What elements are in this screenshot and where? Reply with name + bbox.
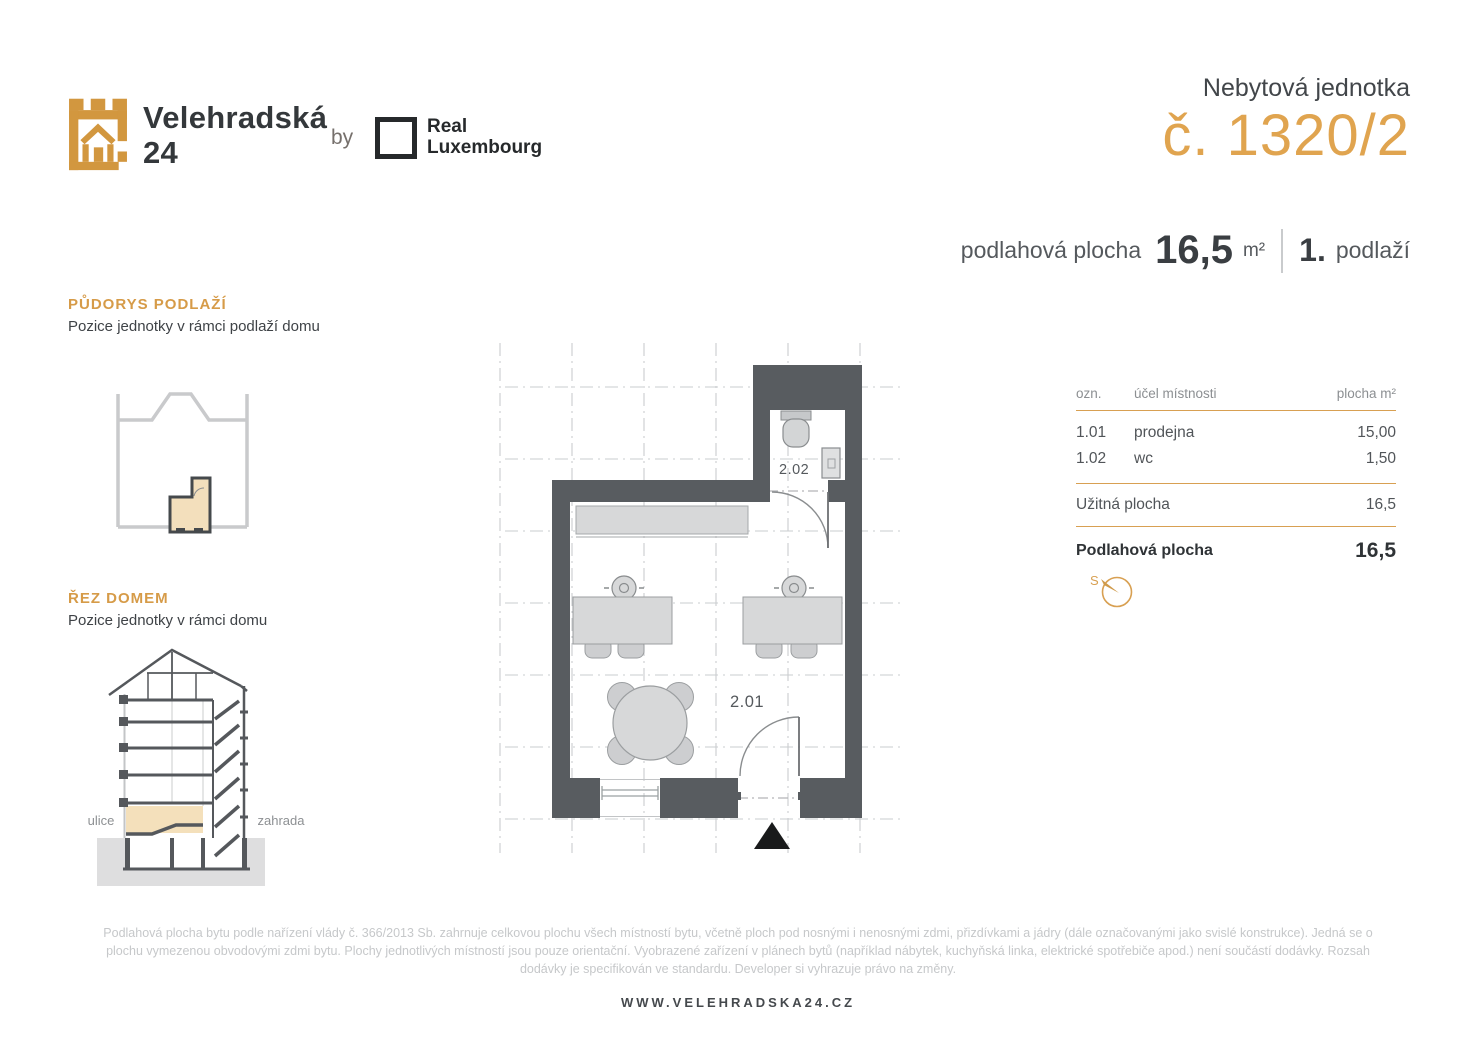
round-table <box>608 683 694 765</box>
thumbnail-door-mark <box>176 528 185 533</box>
staircase <box>215 701 239 856</box>
water-heater-icon <box>822 448 840 478</box>
total-area-row <box>1076 527 1396 563</box>
street-label: ulice <box>87 813 115 828</box>
brand-name-line2: 24 <box>143 135 179 170</box>
usable-area-row <box>1076 484 1396 526</box>
table-row <box>1076 450 1396 468</box>
row-id: 1.02 <box>1076 450 1107 467</box>
rooms-table <box>1076 386 1396 563</box>
table-row <box>1076 424 1396 442</box>
section-section-title: ŘEZ DOMEM <box>68 590 169 607</box>
unit-floor-plan <box>495 335 915 860</box>
divider-gold <box>1076 410 1396 411</box>
unit-type-label: Nebytová jednotka <box>1202 74 1410 102</box>
header-ozn: ozn. <box>1076 386 1102 401</box>
walls <box>552 365 862 818</box>
area-label: podlahová plocha <box>960 237 1142 263</box>
partner-name <box>427 116 542 158</box>
row-area: 1,50 <box>1365 450 1396 467</box>
total-area-label: Podlahová plocha <box>1076 542 1213 559</box>
window <box>600 780 660 817</box>
row-name: wc <box>1134 450 1153 467</box>
area-unit: m² <box>1242 239 1266 261</box>
website-url: WWW.VELEHRADSKA24.CZ <box>620 995 856 1010</box>
area-summary <box>961 228 1410 273</box>
floor-label: podlaží <box>1335 237 1410 263</box>
brand-name-line1: Velehradská <box>143 100 328 135</box>
floor-number: 1. <box>1299 232 1326 268</box>
entrance-arrow-icon <box>754 822 790 849</box>
pot-icon <box>782 576 806 600</box>
pot-icon <box>612 576 636 600</box>
table-right <box>743 576 842 658</box>
table-left <box>573 576 672 658</box>
row-id: 1.01 <box>1076 424 1107 441</box>
compass-icon <box>1086 566 1138 612</box>
thumbnail-door-mark <box>194 528 203 533</box>
building-section-diagram <box>84 646 316 896</box>
room-wc-label: 2.02 <box>779 462 810 478</box>
partner-logo-icon <box>375 117 417 159</box>
garden-label: zahrada <box>257 813 305 828</box>
disclaimer-text: Podlahová plocha bytu podle nařízení vlády č. 366/2013 Sb. zahrnuje celkovou plochu všech místností bytu, včetně ploch pod nosnými i nenosnými zdmi, přizdívkami a jádry (dále označovanými jako svislé konstrukce). Jedná se o plochu vymezenou obvodovými zdmi bytu. Plochy jednotlivých místností jsou pouze orientační. Vyobrazené zařízení v plánech bytů (například nábytek, kuchyňská linka, elektrické spotřebiče apod.) není součástí dodávky. Rozsah dodávky je specifikován ve standardu. Developer si vyhrazuje právo na změny. <box>103 926 1373 977</box>
section-section-subtitle: Pozice jednotky v rámci domu <box>68 612 268 629</box>
area-value: 16,5 <box>1155 228 1233 272</box>
unit-number: č. 1320/2 <box>1162 103 1410 168</box>
row-name: prodejna <box>1134 424 1195 441</box>
usable-area-label: Užitná plocha <box>1076 496 1170 513</box>
divider <box>1281 229 1283 273</box>
wc-door <box>772 492 828 548</box>
header-plocha: plocha m² <box>1336 386 1396 401</box>
unit-highlight-shape <box>170 478 210 532</box>
total-area-value: 16,5 <box>1355 539 1396 562</box>
compass-north-label: S <box>1090 573 1099 588</box>
floorplan-section-subtitle: Pozice jednotky v rámci podlaží domu <box>68 318 320 335</box>
entrance-door <box>736 717 803 800</box>
by-label: by <box>331 126 354 149</box>
counter <box>576 506 748 537</box>
room-main-label: 2.01 <box>730 693 765 711</box>
floor-position-thumbnail <box>110 385 250 537</box>
partner-name-line2: Luxembourg <box>427 137 543 158</box>
usable-area-value: 16,5 <box>1365 496 1396 513</box>
brand-name <box>143 100 327 170</box>
toilet-icon <box>781 411 811 447</box>
row-area: 15,00 <box>1357 424 1396 441</box>
floorplan-section-title: PŮDORYS PODLAŽÍ <box>68 296 227 313</box>
partner-name-line1: Real <box>427 116 468 137</box>
header-ucel: účel místnosti <box>1134 386 1217 401</box>
rooms-table-header <box>1076 386 1396 410</box>
castle-logo-icon <box>68 97 128 177</box>
